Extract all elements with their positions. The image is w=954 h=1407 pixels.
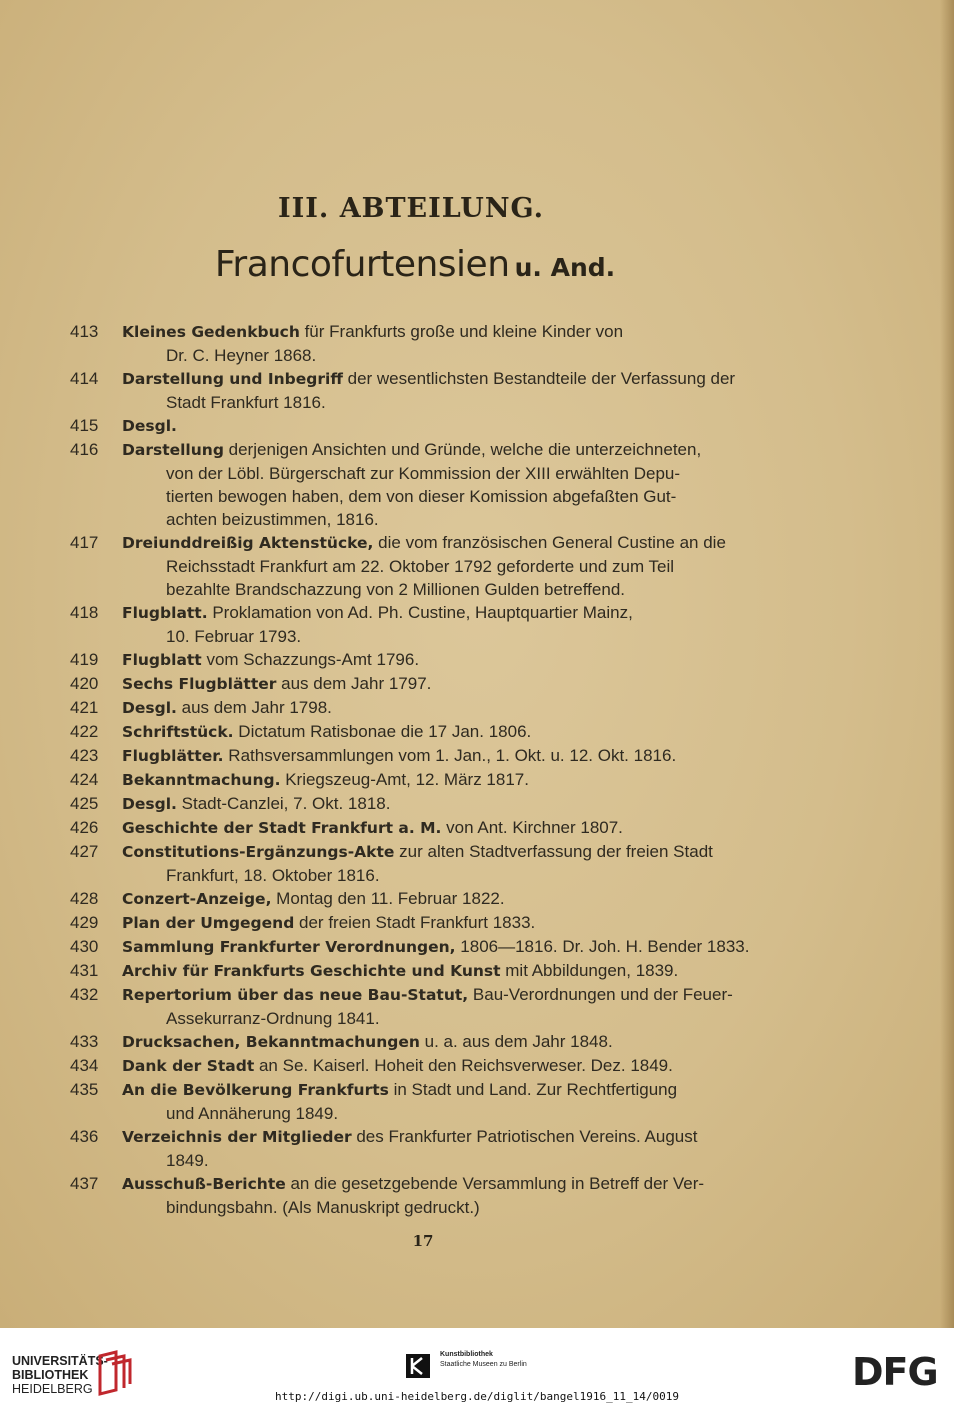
entry-text	[122, 911, 770, 935]
catalog-entry	[70, 744, 770, 768]
entry-first-line	[122, 1172, 770, 1196]
entry-heading: Schriftstück.	[122, 723, 234, 741]
entry-text	[122, 601, 770, 648]
entry-first-line	[122, 601, 770, 625]
entry-heading: Plan der Umgegend	[122, 914, 295, 932]
entry-heading: Ausschuß-Berichte	[122, 1175, 286, 1193]
entry-heading: Sechs Flugblätter	[122, 675, 277, 693]
entry-heading: Desgl.	[122, 699, 177, 717]
entry-text	[122, 648, 770, 672]
entry-number: 425	[70, 794, 99, 813]
entry-text	[122, 696, 770, 720]
entry-first-line	[122, 911, 770, 935]
entry-number: 424	[70, 770, 99, 789]
entry-first-line	[122, 744, 770, 768]
entry-heading: Repertorium über das neue Bau-Statut,	[122, 986, 469, 1004]
entry-heading: An die Bevölkerung Frankfurts	[122, 1081, 389, 1099]
catalog-entry	[70, 320, 770, 367]
entry-description: zur alten Stadtverfassung der freien Stadt	[394, 842, 713, 861]
entry-first-line	[122, 816, 770, 840]
entry-first-line	[122, 1078, 770, 1102]
entry-text	[122, 816, 770, 840]
catalog-entry	[70, 792, 770, 816]
entry-description: des Frankfurter Patriotischen Vereins. August	[351, 1127, 698, 1146]
entry-number: 428	[70, 889, 99, 908]
entry-text	[122, 414, 770, 438]
catalog-entry	[70, 648, 770, 672]
catalog-entry	[70, 531, 770, 601]
entry-number: 421	[70, 698, 99, 717]
source-url[interactable]: http://digi.ub.uni-heidelberg.de/diglit/bangel1916_11_14/0019	[275, 1390, 679, 1403]
entry-description: an Se. Kaiserl. Hoheit den Reichsverweser. Dez. 1849.	[254, 1056, 673, 1075]
catalog-entry	[70, 696, 770, 720]
section-heading: III. ABTEILUNG.	[278, 193, 544, 224]
entry-text	[122, 983, 770, 1030]
entry-continuation-line: Dr. C. Heyner 1868.	[166, 346, 317, 365]
entry-continuation-line: Stadt Frankfurt 1816.	[166, 393, 326, 412]
entry-continuation-line: Reichsstadt Frankfurt am 22. Oktober 1792 geforderte und zum Teil	[166, 557, 675, 576]
entry-description: Kriegszeug-Amt, 12. März 1817.	[280, 770, 529, 789]
entry-first-line	[122, 414, 770, 438]
entry-heading: Desgl.	[122, 795, 177, 813]
entry-number: 418	[70, 603, 99, 622]
entry-first-line	[122, 935, 770, 959]
entry-description: Stadt-Canzlei, 7. Okt. 1818.	[176, 794, 391, 813]
entry-first-line	[122, 672, 770, 696]
entry-number: 419	[70, 650, 99, 669]
entry-text	[122, 672, 770, 696]
entry-heading: Desgl.	[122, 417, 177, 435]
entry-description: die vom französischen General Custine an die	[373, 533, 726, 552]
entry-text	[122, 935, 770, 959]
entry-heading: Dreiunddreißig Aktenstücke,	[122, 534, 374, 552]
entry-heading: Drucksachen, Bekanntmachungen	[122, 1033, 420, 1051]
catalog-entry	[70, 1125, 770, 1172]
entry-first-line	[122, 720, 770, 744]
entry-text	[122, 1030, 770, 1054]
entry-heading: Flugblatt	[122, 651, 202, 669]
entry-number: 434	[70, 1056, 99, 1075]
entry-number: 423	[70, 746, 99, 765]
entry-first-line	[122, 887, 770, 911]
catalog-entry	[70, 983, 770, 1030]
catalog-entry	[70, 414, 770, 438]
entry-heading: Bekanntmachung.	[122, 771, 281, 789]
entry-first-line	[122, 648, 770, 672]
kunstbibliothek-logo-icon	[406, 1354, 430, 1378]
kunstbibliothek-text: Kunstbibliothek Staatliche Museen zu Berlin	[440, 1351, 527, 1368]
entry-description: vom Schazzungs-Amt 1796.	[201, 650, 420, 669]
entry-description: für Frankfurts große und kleine Kinder von	[299, 322, 624, 341]
entry-text	[122, 720, 770, 744]
entry-first-line	[122, 959, 770, 983]
entry-text	[122, 1078, 770, 1125]
entry-description: mit Abbildungen, 1839.	[500, 961, 679, 980]
entry-heading: Constitutions-Ergänzungs-Akte	[122, 843, 395, 861]
entry-first-line	[122, 1030, 770, 1054]
entry-continuation-line: achten beizustimmen, 1816.	[166, 510, 379, 529]
entry-description: Proklamation von Ad. Ph. Custine, Hauptquartier Mainz,	[207, 603, 633, 622]
entry-continuation-line: Frankfurt, 18. Oktober 1816.	[166, 866, 380, 885]
entry-number: 415	[70, 416, 99, 435]
entry-text	[122, 840, 770, 887]
entry-heading: Conzert-Anzeige,	[122, 890, 272, 908]
entry-text	[122, 744, 770, 768]
catalog-entry	[70, 1172, 770, 1219]
entry-continuation-line: 1849.	[166, 1151, 209, 1170]
catalog-entry	[70, 1078, 770, 1125]
entry-description: Rathsversammlungen vom 1. Jan., 1. Okt. u. 12. Okt. 1816.	[223, 746, 677, 765]
entry-first-line	[122, 792, 770, 816]
catalog-entry	[70, 720, 770, 744]
entry-number: 430	[70, 937, 99, 956]
entry-heading: Darstellung und Inbegriff	[122, 370, 343, 388]
entry-heading: Darstellung	[122, 441, 224, 459]
entry-first-line	[122, 1054, 770, 1078]
entry-description: an die gesetzgebende Versammlung in Betreff der Ver-	[285, 1174, 705, 1193]
entry-number: 433	[70, 1032, 99, 1051]
footer-bar	[0, 1328, 954, 1407]
entry-description: der freien Stadt Frankfurt 1833.	[294, 913, 536, 932]
entry-first-line	[122, 320, 770, 344]
entry-heading: Geschichte der Stadt Frankfurt a. M.	[122, 819, 442, 837]
entry-text	[122, 792, 770, 816]
entry-heading: Flugblatt.	[122, 604, 208, 622]
page-number: 17	[412, 1232, 434, 1250]
entry-description: derjenigen Ansichten und Gründe, welche die unterzeichneten,	[223, 440, 702, 459]
catalog-entry	[70, 935, 770, 959]
entry-first-line	[122, 768, 770, 792]
entry-text	[122, 768, 770, 792]
entry-description: aus dem Jahr 1797.	[276, 674, 432, 693]
entry-number: 429	[70, 913, 99, 932]
entry-first-line	[122, 438, 770, 462]
entry-description: in Stadt und Land. Zur Rechtfertigung	[388, 1080, 678, 1099]
entry-text	[122, 320, 770, 367]
entry-number: 432	[70, 985, 99, 1004]
entry-text	[122, 887, 770, 911]
entry-number: 427	[70, 842, 99, 861]
catalog-entry	[70, 1030, 770, 1054]
entry-description: Montag den 11. Februar 1822.	[271, 889, 505, 908]
entry-continuation-line: bindungsbahn. (Als Manuskript gedruckt.)	[166, 1198, 480, 1217]
catalog-entry	[70, 601, 770, 648]
page-title	[0, 244, 830, 285]
entry-continuation-line: von der Löbl. Bürgerschaft zur Kommission der XIII erwählten Depu-	[166, 464, 681, 483]
entry-description: Dictatum Ratisbonae die 17 Jan. 1806.	[233, 722, 532, 741]
catalog-entry	[70, 887, 770, 911]
entry-continuation-line: Assekurranz-Ordnung 1841.	[166, 1009, 380, 1028]
entry-heading: Flugblätter.	[122, 747, 224, 765]
entry-text	[122, 438, 770, 531]
entry-text	[122, 531, 770, 601]
catalog-entry	[70, 959, 770, 983]
entry-text	[122, 1172, 770, 1219]
catalog-entry	[70, 438, 770, 531]
entry-description: von Ant. Kirchner 1807.	[441, 818, 623, 837]
entry-heading: Kleines Gedenkbuch	[122, 323, 300, 341]
entry-continuation-line: bezahlte Brandschazzung von 2 Millionen Gulden betreffend.	[166, 580, 625, 599]
entry-text	[122, 1125, 770, 1172]
entry-description: u. a. aus dem Jahr 1848.	[419, 1032, 613, 1051]
entry-number: 417	[70, 533, 99, 552]
entry-description: 1806—1816. Dr. Joh. H. Bender 1833.	[455, 937, 750, 956]
entry-number: 431	[70, 961, 99, 980]
catalog-entry	[70, 1054, 770, 1078]
entry-number: 416	[70, 440, 99, 459]
entry-first-line	[122, 696, 770, 720]
entry-number: 435	[70, 1080, 99, 1099]
catalog-entry	[70, 911, 770, 935]
entry-first-line	[122, 531, 770, 555]
entry-text	[122, 959, 770, 983]
entry-number: 436	[70, 1127, 99, 1146]
entry-heading: Verzeichnis der Mitglieder	[122, 1128, 352, 1146]
catalog-entry	[70, 840, 770, 887]
entry-first-line	[122, 367, 770, 391]
entry-heading: Sammlung Frankfurter Verordnungen,	[122, 938, 456, 956]
catalog-entry	[70, 816, 770, 840]
entry-continuation-line: 10. Februar 1793.	[166, 627, 302, 646]
entry-number: 437	[70, 1174, 99, 1193]
entry-first-line	[122, 983, 770, 1007]
entry-list	[70, 320, 770, 1219]
entry-description: aus dem Jahr 1798.	[176, 698, 332, 717]
entry-text	[122, 1054, 770, 1078]
entry-number: 413	[70, 322, 99, 341]
dfg-logo: DFG	[852, 1350, 938, 1394]
entry-number: 414	[70, 369, 99, 388]
entry-first-line	[122, 1125, 770, 1149]
entry-heading: Archiv für Frankfurts Geschichte und Kunst	[122, 962, 501, 980]
entry-heading: Dank der Stadt	[122, 1057, 255, 1075]
ub-heidelberg-text: UNIVERSITÄTS- BIBLIOTHEK HEIDELBERG	[12, 1354, 108, 1396]
entry-number: 420	[70, 674, 99, 693]
title-sub: u. And.	[514, 253, 616, 282]
entry-description: der wesentlichsten Bestandteile der Verfassung der	[342, 369, 736, 388]
title-main: Francofurtensien	[214, 244, 510, 285]
entry-text	[122, 367, 770, 414]
catalog-entry	[70, 672, 770, 696]
entry-number: 422	[70, 722, 99, 741]
catalog-entry	[70, 367, 770, 414]
catalog-entry	[70, 768, 770, 792]
entry-description: Bau-Verordnungen und der Feuer-	[468, 985, 733, 1004]
entry-number: 426	[70, 818, 99, 837]
entry-continuation-line: und Annäherung 1849.	[166, 1104, 339, 1123]
entry-continuation-line: tierten bewogen haben, dem von dieser Komission abgefaßten Gut-	[166, 487, 677, 506]
entry-first-line	[122, 840, 770, 864]
